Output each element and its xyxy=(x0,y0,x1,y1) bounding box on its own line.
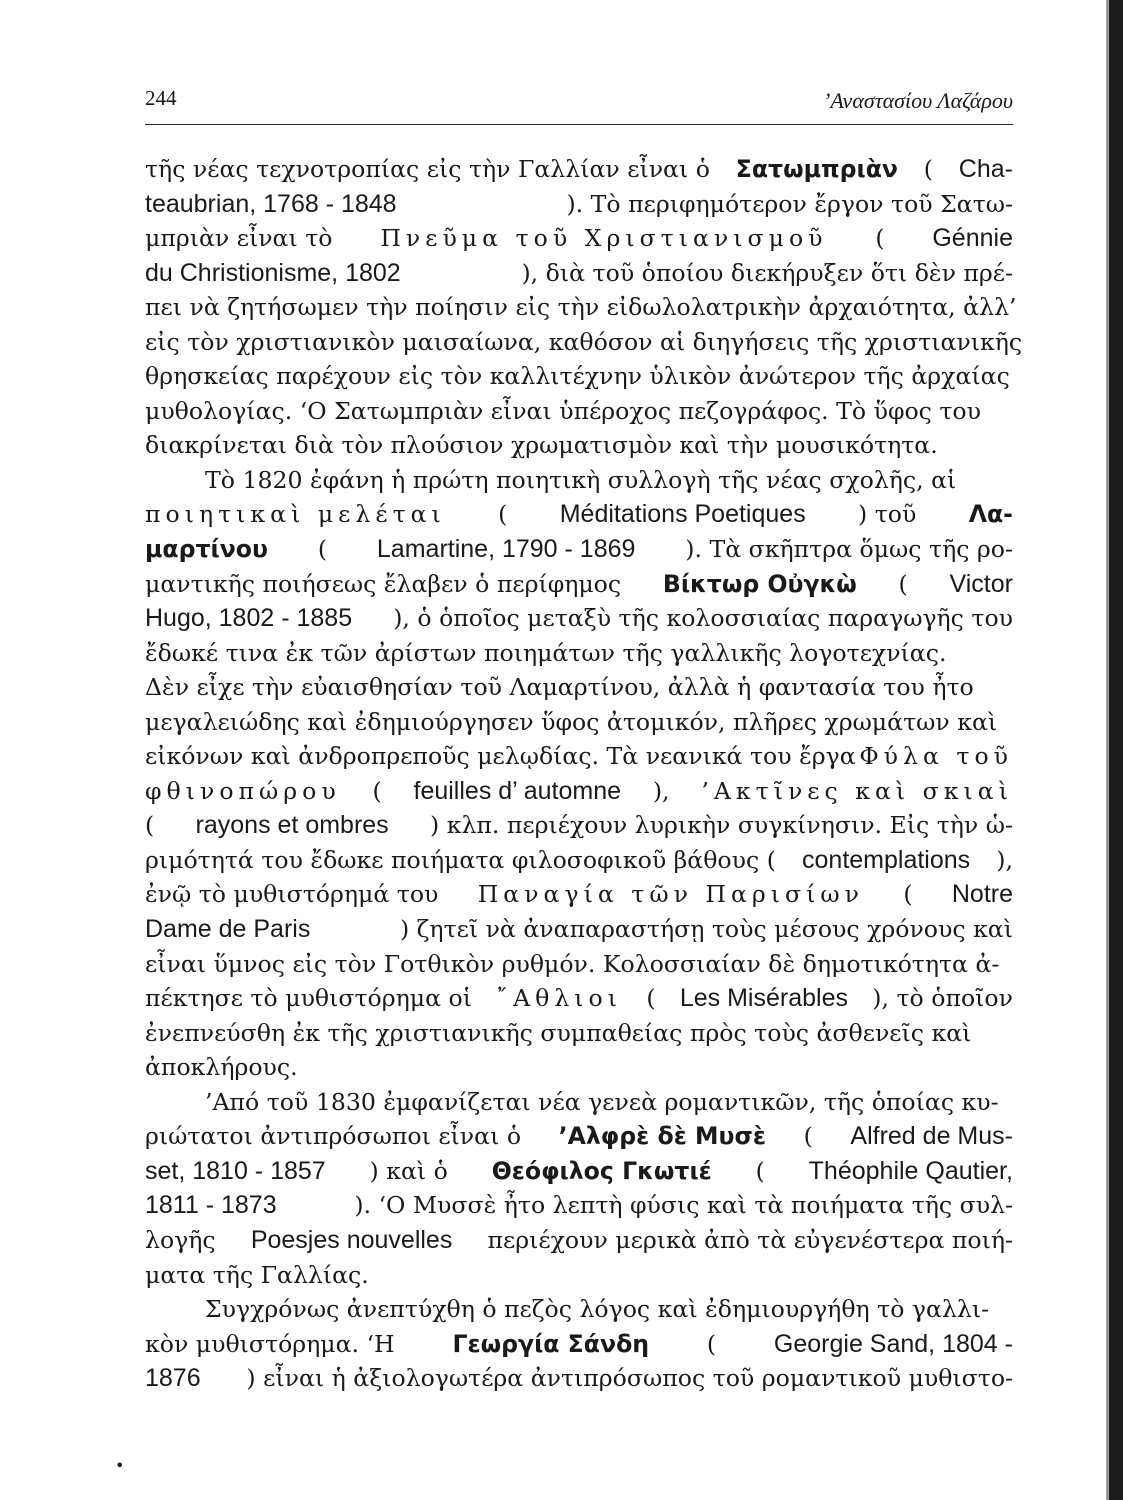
person-name: Βίκτωρ Οὐγκὼ xyxy=(662,569,857,598)
text-line: ἐνεπνεύσθη ἐκ τῆς χριστιανικῆς συμπαθείας πρὸς τοὺς ἀσθενεῖς καὶ xyxy=(145,1018,972,1047)
text-line: set, 1810 - 1857 ) καὶ ὁ Θεόφιλος Γκωτιέ ( Théophile Qautier, xyxy=(145,1154,1013,1189)
person-name: μαρτίνου xyxy=(145,535,268,564)
text-line: μυθολογίας. ‘Ο Σατωμπριὰν εἶναι ὑπέροχος πεζογράφος. Τὸ ὕφος του xyxy=(145,396,981,425)
text-line: 1811 - 1873 ). ‘Ο Μυσσὲ ἦτο λεπτὴ φύσις καὶ τὰ ποιήματα τῆς συλ- xyxy=(145,1191,1013,1220)
text-line: teaubrian, 1768 - 1848 ). Τὸ περιφημότερον ἔργον τοῦ Σατω- xyxy=(145,189,1013,218)
page-edge xyxy=(1109,0,1123,1500)
text-line: Dame de Paris ) ζητεῖ νὰ ἀναπαραστήσῃ τοὺς μέσους χρόνους καὶ xyxy=(145,915,1013,944)
person-name: Λα- xyxy=(968,500,1013,529)
text-line: ματα τῆς Γαλλίας. xyxy=(145,1260,369,1289)
person-name: Γεωργία Σάνδη xyxy=(452,1329,650,1358)
text-line: Δὲν εἶχε τὴν εὐαισθησίαν τοῦ Λαμαρτίνου, ἀλλὰ ἡ φαντασία του ἦτο xyxy=(145,673,974,702)
text-line: ἀποκλήρους. xyxy=(145,1053,298,1082)
page-number: 244 xyxy=(145,86,177,110)
person-name: ’Αλφρὲ δὲ Μυσὲ xyxy=(558,1122,766,1151)
text-line: ριώτατοι ἀντιπρόσωποι εἶναι ὁ ’Αλφρὲ δὲ Μυσὲ ( Alfred de Mus- xyxy=(145,1119,1013,1154)
text-line: διακρίνεται διὰ τὸν πλούσιον χρωματισμὸν καὶ τὴν μουσικότητα. xyxy=(145,431,938,460)
text-line: θρησκείας παρέχουν εἰς τὸν καλλιτέχνην ὑλικὸν ἀνώτερον τῆς ἀρχαίας xyxy=(145,362,1010,391)
work-title: Πνεῦμα τοῦ Χριστιανισμοῦ xyxy=(380,224,828,253)
page-header xyxy=(145,84,1013,125)
text-line: πέκτησε τὸ μυθιστόρημα οἱ ῎Αθλιοι ( Les Misérables ), τὸ ὁποῖον xyxy=(145,981,1013,1016)
bottom-mark: • xyxy=(115,1456,125,1475)
text-line: τῆς νέας τεχνοτροπίας εἰς τὴν Γαλλίαν εἶναι ὁ Σατωμπριὰν ( Cha- xyxy=(145,152,1013,187)
text-line: ’Από τοῦ 1830 ἐμφανίζεται νέα γενεὰ ρομαντικῶν, τῆς ὁποίας κυ- xyxy=(205,1087,999,1116)
text-line: Τὸ 1820 ἐφάνη ἡ πρώτη ποιητικὴ συλλογὴ τῆς νέας σχολῆς, αἱ xyxy=(205,465,957,494)
running-head: ’Αναστασίου Λαζάρου xyxy=(823,88,1013,113)
work-title: Φύλα τοῦ xyxy=(859,742,1013,771)
text-line: κὸν μυθιστόρημα. ‘Η Γεωργία Σάνδη ( Georgie Sand, 1804 - xyxy=(145,1327,1013,1362)
text-line: ἔδωκέ τινα ἐκ τῶν ἀρίστων ποιημάτων τῆς γαλλικῆς λογοτεχνίας. xyxy=(145,638,947,667)
text-line: ( rayons et ombres ) κλπ. περιέχουν λυρικὴν συγκίνησιν. Εἰς τὴν ὡ- xyxy=(145,811,1013,840)
text-line: μεγαλειώδης καὶ ἐδημιούργησεν ὕφος ἀτομικόν, πλῆρες χρωμάτων καὶ xyxy=(145,707,998,736)
body-text xyxy=(145,152,1023,1396)
person-name: Σατωμπριὰν xyxy=(735,155,898,183)
text-line: 1876 ) εἶναι ἡ ἀξιολογωτέρα ἀντιπρόσωπος τοῦ ρομαντικοῦ μυθιστο- xyxy=(145,1364,1013,1393)
text-line: μπριὰν εἶναι τὸ Πνεῦμα τοῦ Χριστιανισμοῦ ( Génnie xyxy=(145,221,1013,256)
work-title: ’Ακτῖνες καὶ σκιαὶ xyxy=(701,776,1013,805)
text-line: εἰς τὸν χριστιανικὸν μαισαίωνα, καθόσον αἱ διηγήσεις τῆς χριστιανικῆς xyxy=(145,327,1023,356)
work-title: Παναγία τῶν Παρισίων xyxy=(477,880,864,909)
text-line: εἶναι ὕμνος εἰς τὸν Γοτθικὸν ρυθμόν. Κολοσσιαίαν δὲ δημοτικότητα ἀ- xyxy=(145,949,1000,978)
text-line: ποιητικαὶ μελέται ( Méditations Poetiques ) τοῦ Λα- xyxy=(145,497,1013,532)
text-line: μαντικῆς ποιήσεως ἔλαβεν ὁ περίφημος Βίκτωρ Οὐγκὼ ( Victor xyxy=(145,567,1013,602)
text-line: φθινοπώρου ( feuilles d’ automne ), ’Ακτῖνες καὶ σκιαὶ xyxy=(145,774,1013,809)
text-line: Hugo, 1802 - 1885 ), ὁ ὁποῖος μεταξὺ τῆς κολοσσιαίας παραγωγῆς του xyxy=(145,604,1013,633)
work-title: ποιητικαὶ μελέται xyxy=(145,500,446,529)
text-line: λογῆς Poesjes nouvelles περιέχουν μερικὰ ἀπὸ τὰ εὐγενέστερα ποιή- xyxy=(145,1225,1013,1254)
text-line: μαρτίνου ( Lamartine, 1790 - 1869 ). Τὰ σκῆπτρα ὅμως τῆς ρο- xyxy=(145,532,1013,567)
work-title: ῎Αθλιοι xyxy=(496,984,622,1013)
text-line: du Christionisme, 1802 ), διὰ τοῦ ὁποίου διεκήρυξεν ὅτι δὲν πρέ- xyxy=(145,258,1013,287)
text-line: εἰκόνων καὶ ἀνδροπρεποῦς μελῳδίας. Τὰ νεανικά του ἔργα Φύλα τοῦ xyxy=(145,739,1013,774)
text-line: Συγχρόνως ἀνεπτύχθη ὁ πεζὸς λόγος καὶ ἐδημιουργήθη τὸ γαλλι- xyxy=(205,1295,990,1324)
text-line: πει νὰ ζητήσωμεν τὴν ποίησιν εἰς τὴν εἰδωλολατρικὴν ἀρχαιότητα, ἀλλ’ xyxy=(145,293,1017,322)
text-line: ἐνῷ τὸ μυθιστόρημά του Παναγία τῶν Παρισίων ( Notre xyxy=(145,877,1013,912)
text-line: ριμότητά του ἔδωκε ποιήματα φιλοσοφικοῦ βάθους ( contemplations ), xyxy=(145,845,1013,874)
work-title: φθινοπώρου xyxy=(145,776,341,805)
person-name: Θεόφιλος Γκωτιέ xyxy=(491,1156,712,1185)
